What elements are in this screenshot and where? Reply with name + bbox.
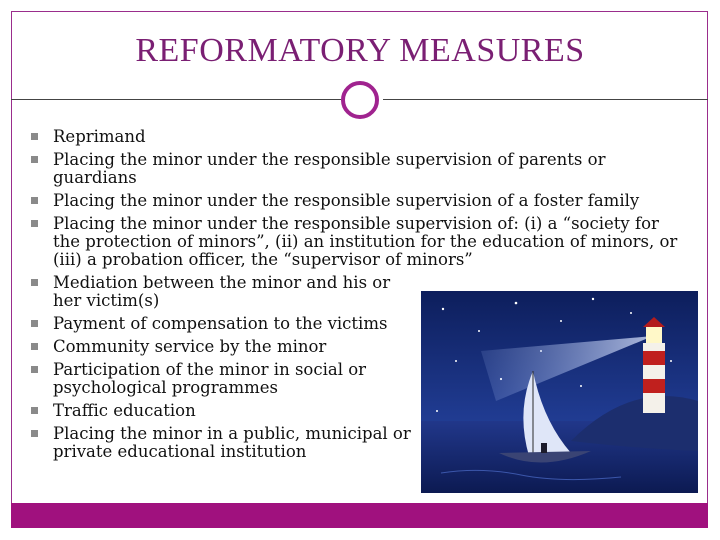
- bullet-text: Placing the minor under the responsible supervision of a foster family: [53, 191, 640, 210]
- bullet-text: Traffic education: [53, 401, 196, 420]
- title-divider-right: [383, 99, 708, 100]
- bullet-text: Payment of compensation to the victims: [53, 314, 388, 333]
- bullet-item: [30, 361, 393, 397]
- square-bullet-icon: [31, 407, 38, 414]
- slide-title: REFORMATORY MEASURES: [135, 32, 585, 69]
- footer-bar: [11, 503, 708, 528]
- bullet-text: Reprimand: [53, 127, 146, 146]
- square-bullet-icon: [31, 430, 38, 437]
- bullet-text: Community service by the minor: [53, 337, 327, 356]
- bullet-item: [30, 192, 690, 210]
- bullet-text: Participation of the minor in social or psychological programmes: [53, 360, 367, 397]
- square-bullet-icon: [31, 156, 38, 163]
- square-bullet-icon: [31, 279, 38, 286]
- bullet-item: [30, 215, 690, 269]
- square-bullet-icon: [31, 220, 38, 227]
- bullet-item: [30, 128, 690, 146]
- square-bullet-icon: [31, 343, 38, 350]
- lighthouse-painting: [421, 291, 698, 493]
- bullet-text: Placing the minor under the responsible supervision of parents or guardians: [53, 150, 606, 187]
- bullet-text: Mediation between the minor and his or her victim(s): [53, 273, 391, 310]
- title-divider-left: [11, 99, 341, 100]
- bullet-text: Placing the minor under the responsible supervision of: (i) a “society for the protection of minors”, (ii) an institution for the education of minors, or (iii) a probation officer, the “supervisor of minors”: [53, 214, 678, 269]
- bullet-item: [30, 151, 690, 187]
- square-bullet-icon: [31, 133, 38, 140]
- bullet-item: [30, 274, 393, 310]
- square-bullet-icon: [31, 366, 38, 373]
- square-bullet-icon: [31, 320, 38, 327]
- bullet-text: Placing the minor in a public, municipal or private educational institution: [53, 424, 411, 461]
- bullet-item: [30, 425, 413, 461]
- divider-ring-icon: [341, 81, 379, 119]
- square-bullet-icon: [31, 197, 38, 204]
